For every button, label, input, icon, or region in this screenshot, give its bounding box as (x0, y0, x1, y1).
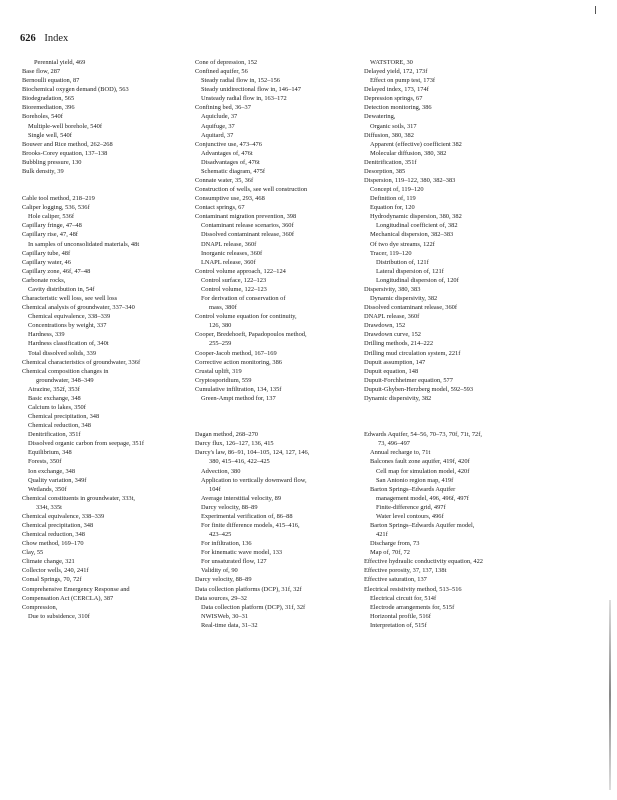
section-gap (22, 176, 197, 185)
index-subentry: Steady radial flow in, 152–156 (201, 77, 280, 85)
index-entry: Contaminant migration prevention, 398 (195, 213, 297, 221)
index-subentry: Denitrification, 351f (28, 431, 81, 439)
index-subentry: For infiltration, 136 (201, 540, 252, 548)
index-entry: Dewatering, (364, 113, 396, 121)
index-subentry: Hardness classification of, 340t (28, 340, 109, 348)
index-subentry: Basic exchange, 348 (28, 394, 81, 402)
index-entry: Control volume approach, 122–124 (195, 267, 286, 275)
index-entry: Delayed yield, 172, 173f (364, 68, 428, 76)
index-entry: Corrective action monitoring, 386 (195, 358, 282, 366)
index-entry-continuation: 73, 496–497 (378, 440, 410, 448)
index-entry: Drawdown, 152 (364, 322, 406, 330)
index-entry: Darcy's law, 86–91, 104–105, 124, 127, 146, (195, 449, 310, 457)
index-subentry: Average interstitial velocity, 89 (201, 494, 282, 502)
index-entry: Confining bed, 36–37 (195, 104, 251, 112)
index-entry: Dynamic dispersivity, 382 (364, 394, 432, 402)
index-entry: Data collection platforms (DCP), 31f, 32f (195, 585, 302, 593)
index-subentry: Balcones fault zone aquifer, 419f, 420f (370, 458, 470, 466)
index-entry: Dispersivity, 380, 383 (364, 285, 421, 293)
index-subentry: Longitudinal dispersion of, 120f (376, 276, 459, 284)
index-entry: Capillary water, 46 (22, 258, 71, 266)
index-subentry: Electrical circuit for, 514f (370, 594, 437, 602)
index-entry: Electrical resistivity method, 513–516 (364, 585, 462, 593)
index-subentry: Longitudinal coefficient of, 382 (376, 222, 458, 230)
index-entry: Cumulative infiltration, 134, 135f (195, 385, 282, 393)
index-entry: Compression, (22, 603, 58, 611)
index-subentry: Molecular diffusion, 380, 382 (370, 149, 447, 157)
index-subentry: Barton Springs–Edwards Aquifer (370, 485, 456, 493)
index-subentry: Hardness, 339 (28, 331, 65, 339)
index-entry: Consumptive use, 293, 468 (195, 195, 265, 203)
page-header (20, 33, 68, 44)
index-subentry: DNAPL release, 360f (201, 240, 257, 248)
page-number: 626 (20, 33, 36, 44)
index-entry: Depression springs, 67 (364, 95, 423, 103)
index-subentry: Perennial yield, 469 (34, 59, 86, 66)
index-entry: DNAPL release, 360f (364, 313, 420, 321)
index-entry: Effective saturation, 137 (364, 576, 427, 584)
index-entry: Capillary fringe, 47–48 (22, 222, 82, 230)
index-subentry: Hydrodynamic dispersion, 380, 382 (370, 213, 462, 221)
index-subentry: 421f (376, 531, 388, 539)
index-subentry: Apparent (effective) coefficient 382 (370, 140, 462, 148)
index-subentry: Single well, 540f (28, 131, 72, 139)
index-subentry: Unsteady radial flow in, 163–172 (201, 95, 287, 103)
index-entry: Denitrification, 351f (364, 158, 417, 166)
index-entry: Base flow, 287 (22, 68, 61, 76)
index-subentry: San Antonio region map, 419f (376, 476, 454, 484)
index-subentry: Chemical reduction, 348 (28, 422, 92, 430)
index-subentry: Annual recharge to, 71t (370, 449, 431, 457)
index-subentry: Mechanical dispersion, 382–383 (370, 231, 454, 239)
index-subentry: Discharge from, 73 (370, 540, 420, 548)
index-subentry: Electrode arrangements for, 515f (370, 603, 455, 611)
index-subentry: Aquiclude, 37 (201, 113, 238, 121)
index-entry: Diffusion, 380, 382 (364, 131, 414, 139)
page-edge-shadow (609, 600, 611, 790)
section-gap (364, 412, 539, 421)
index-entry: Chow method, 169–170 (22, 540, 84, 548)
index-subentry: Advection, 380 (201, 467, 241, 475)
index-subentry: Experimental verification of, 86–88 (201, 512, 293, 520)
index-entry: Chemical equivalence, 338–339 (22, 512, 105, 520)
index-subentry: For kinematic wave model, 133 (201, 549, 283, 557)
section-gap (364, 421, 539, 430)
index-entry: Cryptosporidium, 559 (195, 376, 252, 384)
index-subentry: Quality variation, 349f (28, 476, 87, 484)
index-entry: Dupuit equation, 148 (364, 367, 419, 375)
index-entry: Dissolved contaminant release, 360f (364, 304, 457, 312)
index-subentry: Darcy velocity, 88–89 (201, 503, 258, 511)
index-subentry: Ion exchange, 348 (28, 467, 76, 475)
index-subentry: Total dissolved solids, 339 (28, 349, 97, 357)
index-entry: Darcy flux, 126–127, 136, 415 (195, 440, 274, 448)
index-entry: Biochemical oxygen demand (BOD), 563 (22, 86, 129, 94)
index-subentry: Of two dye streams, 122f (370, 240, 435, 248)
running-title: Index (44, 33, 69, 44)
index-subentry: Equilibrium, 348 (28, 449, 72, 457)
index-entry: Carbonate rocks, (22, 276, 66, 284)
index-entry: Chemical constituents in groundwater, 333t, (22, 494, 135, 502)
index-subentry: Concept of, 119–120 (370, 186, 424, 194)
index-subentry: Finite-difference grid, 497f (376, 503, 446, 511)
index-entry: Cooper, Bredehoeft, Papadopoulos method, (195, 331, 307, 339)
index-entry: Bioremediation, 396 (22, 104, 75, 112)
index-subentry: management model, 496, 496f, 497f (376, 494, 469, 502)
index-entry: Desorption, 385 (364, 167, 406, 175)
index-subentry: WATSTORE, 30 (370, 59, 413, 66)
index-subentry: Water level contours, 496f (376, 512, 444, 520)
index-entry: Delayed index, 173, 174f (364, 86, 429, 94)
index-entry: Connate water, 35, 36f (195, 177, 254, 185)
index-entry: Compensation Act (CERCLA), 387 (22, 594, 114, 602)
index-entry: Cone of depression, 152 (195, 59, 258, 66)
index-subentry: Atrazine, 352f, 353f (28, 385, 80, 393)
index-entry: Edwards Aquifer, 54–56, 70–73, 70f, 71t, 72f, (364, 431, 482, 439)
index-subentry: Definition of, 119 (370, 195, 416, 203)
index-subentry: Organic soils, 317 (370, 122, 417, 130)
index-subentry: Data collection platform (DCP), 31f, 32f (201, 603, 306, 611)
index-entry: Clay, 55 (22, 549, 44, 557)
index-subentry: Chemical precipitation, 348 (28, 413, 100, 421)
index-entry: Confined aquifer, 56 (195, 68, 248, 76)
index-subentry: Advantages of, 476t (201, 149, 253, 157)
index-column-2 (195, 58, 370, 630)
index-subentry: Steady unidirectional flow in, 146–147 (201, 86, 301, 94)
index-entry-continuation: 423–425 (209, 531, 232, 539)
index-entry: Comal Springs, 70, 72f (22, 576, 82, 584)
index-entry: Control volume equation for continuity, (195, 313, 297, 321)
section-gap (195, 403, 370, 412)
index-entry: Capillary zone, 46f, 47–48 (22, 267, 91, 275)
index-subentry: Inorganic releases, 360f (201, 249, 263, 257)
index-subentry: NWISWeb, 30–31 (201, 612, 249, 620)
index-subentry: Map of, 70f, 72 (370, 549, 410, 557)
index-entry-continuation: mass, 380f (209, 304, 237, 312)
index-entry: Caliper logging, 536, 536f (22, 204, 90, 212)
index-entry: Data sources, 29–32 (195, 594, 247, 602)
section-gap (364, 403, 539, 412)
index-entry: Comprehensive Emergency Response and (22, 585, 130, 593)
index-entry: Dupuit-Forchheimer equation, 577 (364, 376, 453, 384)
index-entry: Characteristic well loss, see well loss (22, 295, 118, 303)
index-subentry: For derivation of conservation of (201, 295, 286, 303)
index-subentry: Lateral dispersion of, 121f (376, 267, 444, 275)
index-subentry: In samples of unconsolidated materials, 48t (28, 240, 140, 248)
index-entry: Drawdown curve, 152 (364, 331, 421, 339)
index-subentry: Interpretation of, 515f (370, 621, 427, 629)
index-entry: Conjunctive use, 473–476 (195, 140, 262, 148)
index-entry-continuation: 334t, 335t (36, 503, 62, 511)
index-subentry: Contaminant release scenarios, 360f (201, 222, 294, 230)
index-entry: Contact springs, 67 (195, 204, 245, 212)
index-entry-continuation: 380, 415–416, 422–425 (209, 458, 270, 466)
index-subentry: Disadvantages of, 476t (201, 158, 260, 166)
index-subentry: For unsaturated flow, 127 (201, 558, 267, 566)
index-subentry: Control volume, 122–123 (201, 285, 267, 293)
index-subentry: Aquifuge, 37 (201, 122, 235, 130)
section-gap (195, 412, 370, 421)
index-entry: Chemical characteristics of groundwater, 336f (22, 358, 141, 366)
index-subentry: Real-time data, 31–32 (201, 621, 258, 629)
index-entry: Dupuit assumption, 147 (364, 358, 426, 366)
index-entry: Bulk density, 39 (22, 167, 64, 175)
index-entry: Drilling mud circulation system, 221f (364, 349, 461, 357)
index-subentry: For finite difference models, 415–416, (201, 521, 300, 529)
index-subentry: Validity of, 90 (201, 567, 238, 575)
index-subentry: Schematic diagram, 475f (201, 167, 266, 175)
index-entry-continuation: 255–259 (209, 340, 232, 348)
index-subentry: Calcium to lakes, 350f (28, 403, 86, 411)
index-entry: Drilling methods, 214–222 (364, 340, 434, 348)
index-subentry: Equation for, 120 (370, 204, 415, 212)
index-entry: Dagan method, 268–270 (195, 431, 259, 439)
index-subentry: Tracer, 119–120 (370, 249, 412, 257)
index-entry-continuation: 104f (209, 485, 221, 493)
index-entry: Chemical analysis of groundwater, 337–340 (22, 304, 135, 312)
index-entry: Dispersion, 119–122, 380, 382–383 (364, 177, 456, 185)
index-entry-continuation: 126, 380 (209, 322, 232, 330)
index-subentry: Wetlands, 350f (28, 485, 67, 493)
index-entry: Chemical reduction, 348 (22, 531, 86, 539)
index-subentry: Effect on pump test, 173f (370, 77, 436, 85)
index-entry: Collector wells, 240, 241f (22, 567, 89, 575)
index-subentry: Dynamic dispersivity, 382 (370, 295, 438, 303)
index-subentry: Hole caliper, 536f (28, 213, 75, 221)
index-entry: Dupuit-Ghyben-Herzberg model, 592–593 (364, 385, 474, 393)
index-entry: Boreholes, 540f (22, 113, 63, 121)
section-gap (195, 421, 370, 430)
index-subentry: Green-Ampt method for, 137 (201, 394, 276, 402)
margin-mark (595, 6, 596, 14)
index-entry: Capillary rise, 47, 48f (22, 231, 78, 239)
index-entry: Effective hydraulic conductivity equation, 422 (364, 558, 483, 566)
index-entry: Brooks-Corey equation, 137–138 (22, 149, 108, 157)
index-entry-continuation: groundwater, 348–349 (36, 376, 94, 384)
index-subentry: Barton Springs–Edwards Aquifer model, (370, 521, 475, 529)
index-subentry: Distribution of, 121f (376, 258, 429, 266)
index-entry: Capillary tube, 48f (22, 249, 71, 257)
index-subentry: Dissolved organic carbon from seepage, 351f (28, 440, 144, 448)
index-subentry: Control surface, 122–123 (201, 276, 267, 284)
index-entry: Chemical precipitation, 348 (22, 521, 94, 529)
index-entry: Chemical composition changes in (22, 367, 109, 375)
index-column-1 (22, 58, 197, 621)
index-subentry: Dissolved contaminant release, 360f (201, 231, 294, 239)
index-subentry: Horizontal profile, 516f (370, 612, 431, 620)
index-subentry: Cell map for simulation model, 420f (376, 467, 470, 475)
index-subentry: Due to subsidence, 310f (28, 612, 90, 620)
index-subentry: LNAPL release, 360f (201, 258, 256, 266)
index-entry: Biodegradation, 565 (22, 95, 75, 103)
index-subentry: Aquitard, 37 (201, 131, 234, 139)
index-entry: Effective porosity, 37, 137, 138t (364, 567, 447, 575)
index-subentry: Forests, 350f (28, 458, 62, 466)
index-entry: Cable tool method, 218–219 (22, 195, 95, 203)
index-entry: Bouwer and Rice method, 262–268 (22, 140, 113, 148)
index-subentry: Concentrations by weight, 337 (28, 322, 107, 330)
index-entry: Detection monitoring, 386 (364, 104, 432, 112)
section-gap (22, 185, 197, 194)
index-entry: Construction of wells, see well construction (195, 186, 308, 194)
index-subentry: Cavity distribution in, 54f (28, 285, 95, 293)
index-entry: Darcy velocity, 88–89 (195, 576, 252, 584)
index-subentry: Application to vertically downward flow, (201, 476, 307, 484)
index-column-3 (364, 58, 539, 630)
index-subentry: Chemical equivalence, 338–339 (28, 313, 111, 321)
index-entry: Cooper-Jacob method, 167–169 (195, 349, 277, 357)
index-entry: Bernoulli equation, 87 (22, 77, 80, 85)
index-entry: Climate change, 321 (22, 558, 75, 566)
index-entry: Crustal uplift, 319 (195, 367, 242, 375)
index-entry: Bubbling pressure, 130 (22, 158, 82, 166)
index-subentry: Multiple-well borehole, 540f (28, 122, 103, 130)
